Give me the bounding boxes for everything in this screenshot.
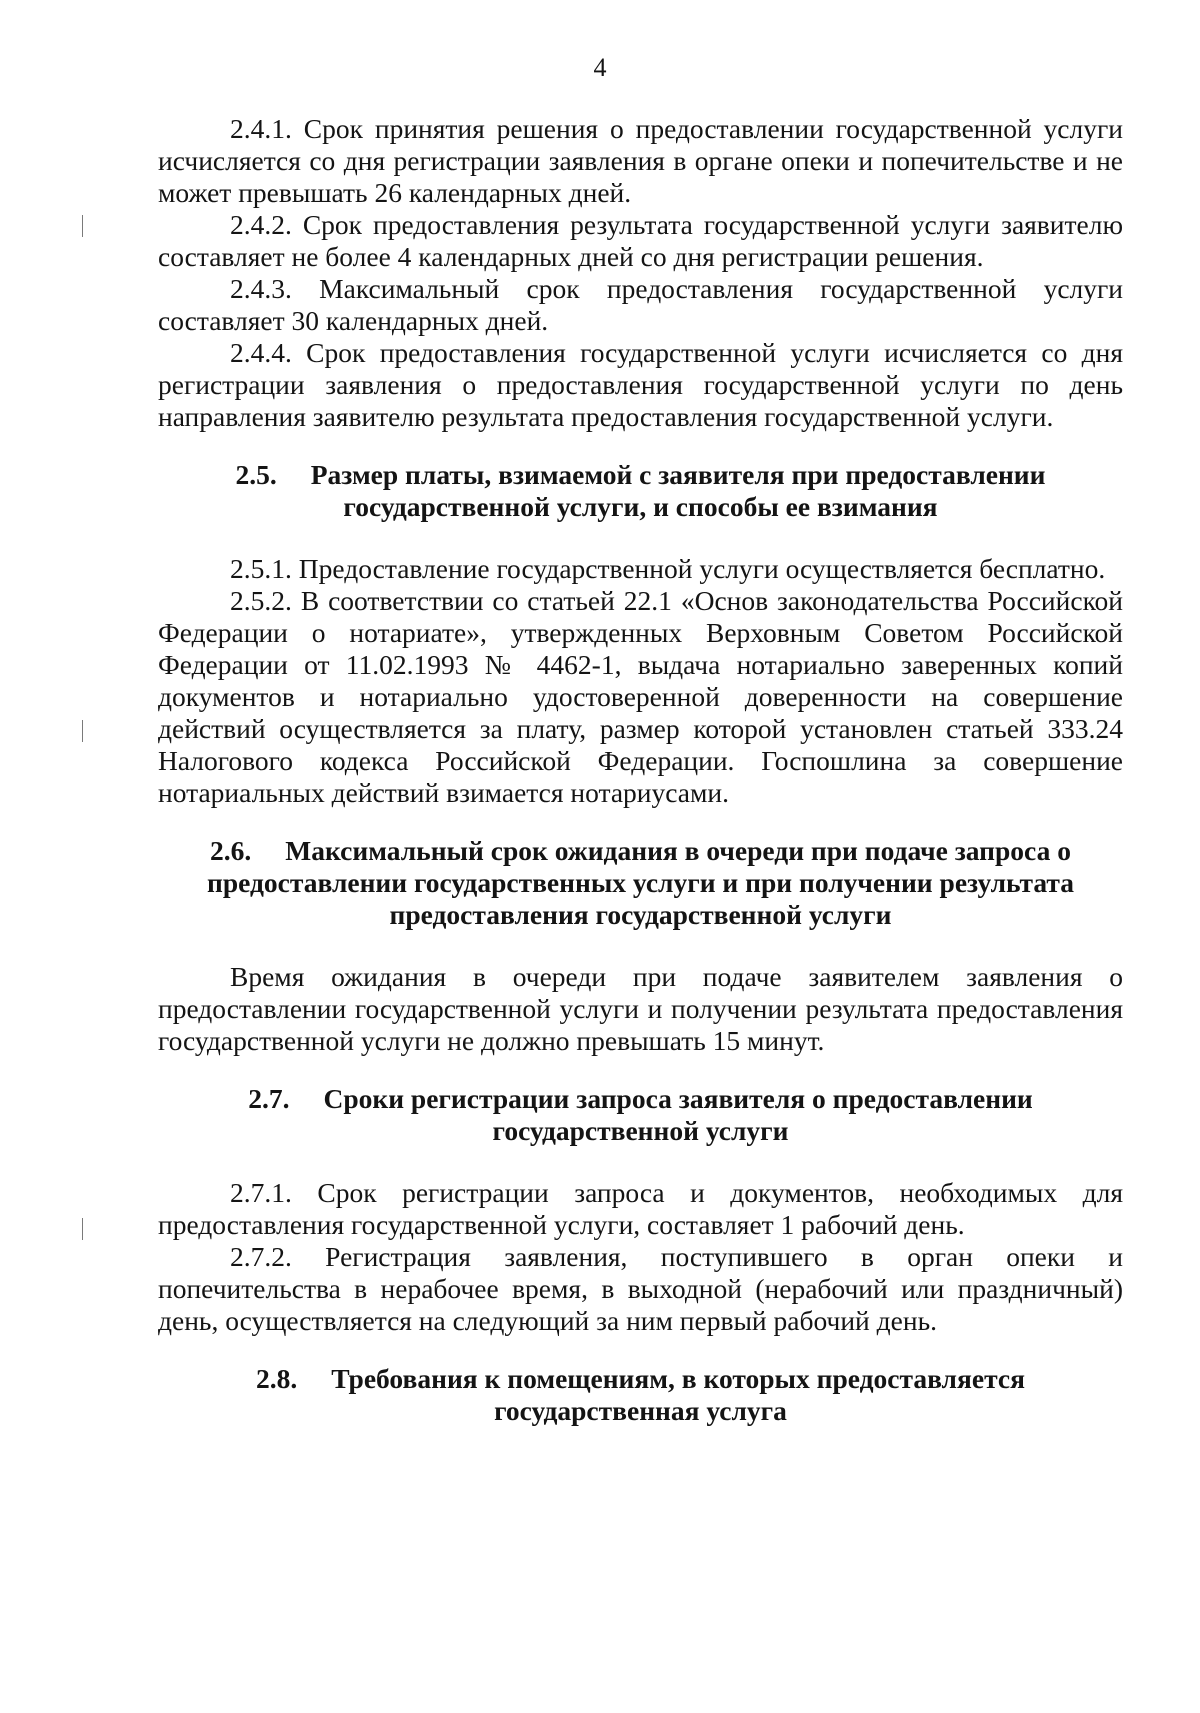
section-number: 2.6. bbox=[210, 835, 252, 866]
paragraph: Время ожидания в очереди при подаче заявителем заявления о предоставлении государственной услуги и получении результата предоставления государственной услуги не должно превышать 15 минут. bbox=[158, 961, 1123, 1056]
paragraph: 2.5.2. В соответствии со статьей 22.1 «Основ законодательства Российской Федерации о нотариате», утвержденных Верховным Советом Российской Федерации от 11.02.1993 № 4462-1, выдача нотариально заверенных копий документов и нотариально удостоверенной доверенности на совершение действий осуществляется за плату, размер которой установлен статьей 333.24 Налогового кодекса Российской Федерации. Госпошлина за совершение нотариальных действий взимается нотариусами. bbox=[158, 585, 1123, 808]
page-number: 4 bbox=[593, 53, 607, 82]
paragraph: 2.5.1. Предоставление государственной услуги осуществляется бесплатно. bbox=[230, 553, 1106, 584]
paragraph: 2.7.2. Регистрация заявления, поступившего в орган опеки и попечительства в нерабочее время, в выходной (нерабочий или праздничный) день, осуществляется на следующий за ним первый рабочий день. bbox=[158, 1241, 1123, 1336]
section-heading bbox=[158, 1083, 1123, 1147]
section-number: 2.7. bbox=[248, 1083, 290, 1114]
section-number: 2.5. bbox=[235, 459, 277, 490]
section-title: Размер платы, взимаемой с заявителя при предоставлении государственной услуги, и способы ее взимания bbox=[310, 459, 1046, 522]
document-body bbox=[158, 113, 1123, 1427]
spacer bbox=[158, 433, 1123, 459]
section-title: Максимальный срок ожидания в очереди при подаче запроса о предоставлении государственных услуги и при получении результата предоставления государственной услуги bbox=[207, 835, 1074, 930]
spacer bbox=[158, 523, 1123, 553]
spacer bbox=[158, 1147, 1123, 1177]
spacer bbox=[158, 1337, 1123, 1363]
spacer bbox=[158, 809, 1123, 835]
margin-mark bbox=[82, 215, 83, 237]
section-title: Требования к помещениям, в которых предоставляется государственная услуга bbox=[331, 1363, 1025, 1426]
paragraph: 2.7.1. Срок регистрации запроса и документов, необходимых для предоставления государственной услуги, составляет 1 рабочий день. bbox=[158, 1177, 1123, 1240]
margin-mark bbox=[82, 720, 83, 742]
section-heading bbox=[158, 835, 1123, 931]
paragraph: 2.4.3. Максимальный срок предоставления государственной услуги составляет 30 календарных дней. bbox=[158, 273, 1123, 336]
paragraph: 2.4.2. Срок предоставления результата государственной услуги заявителю составляет не более 4 календарных дней со дня регистрации решения. bbox=[158, 209, 1123, 272]
section-heading bbox=[158, 459, 1123, 523]
section-title: Сроки регистрации запроса заявителя о предоставлении государственной услуги bbox=[323, 1083, 1033, 1146]
section-number: 2.8. bbox=[256, 1363, 298, 1394]
spacer bbox=[158, 931, 1123, 961]
paragraph: 2.4.4. Срок предоставления государственной услуги исчисляется со дня регистрации заявления о предоставления государственной услуги по день направления заявителю результата предоставления государственной услуги. bbox=[158, 337, 1123, 432]
section-heading bbox=[158, 1363, 1123, 1427]
spacer bbox=[158, 1057, 1123, 1083]
margin-mark bbox=[82, 1218, 83, 1240]
paragraph: 2.4.1. Срок принятия решения о предоставлении государственной услуги исчисляется со дня регистрации заявления в органе опеки и попечительстве и не может превышать 26 календарных дней. bbox=[158, 113, 1123, 208]
